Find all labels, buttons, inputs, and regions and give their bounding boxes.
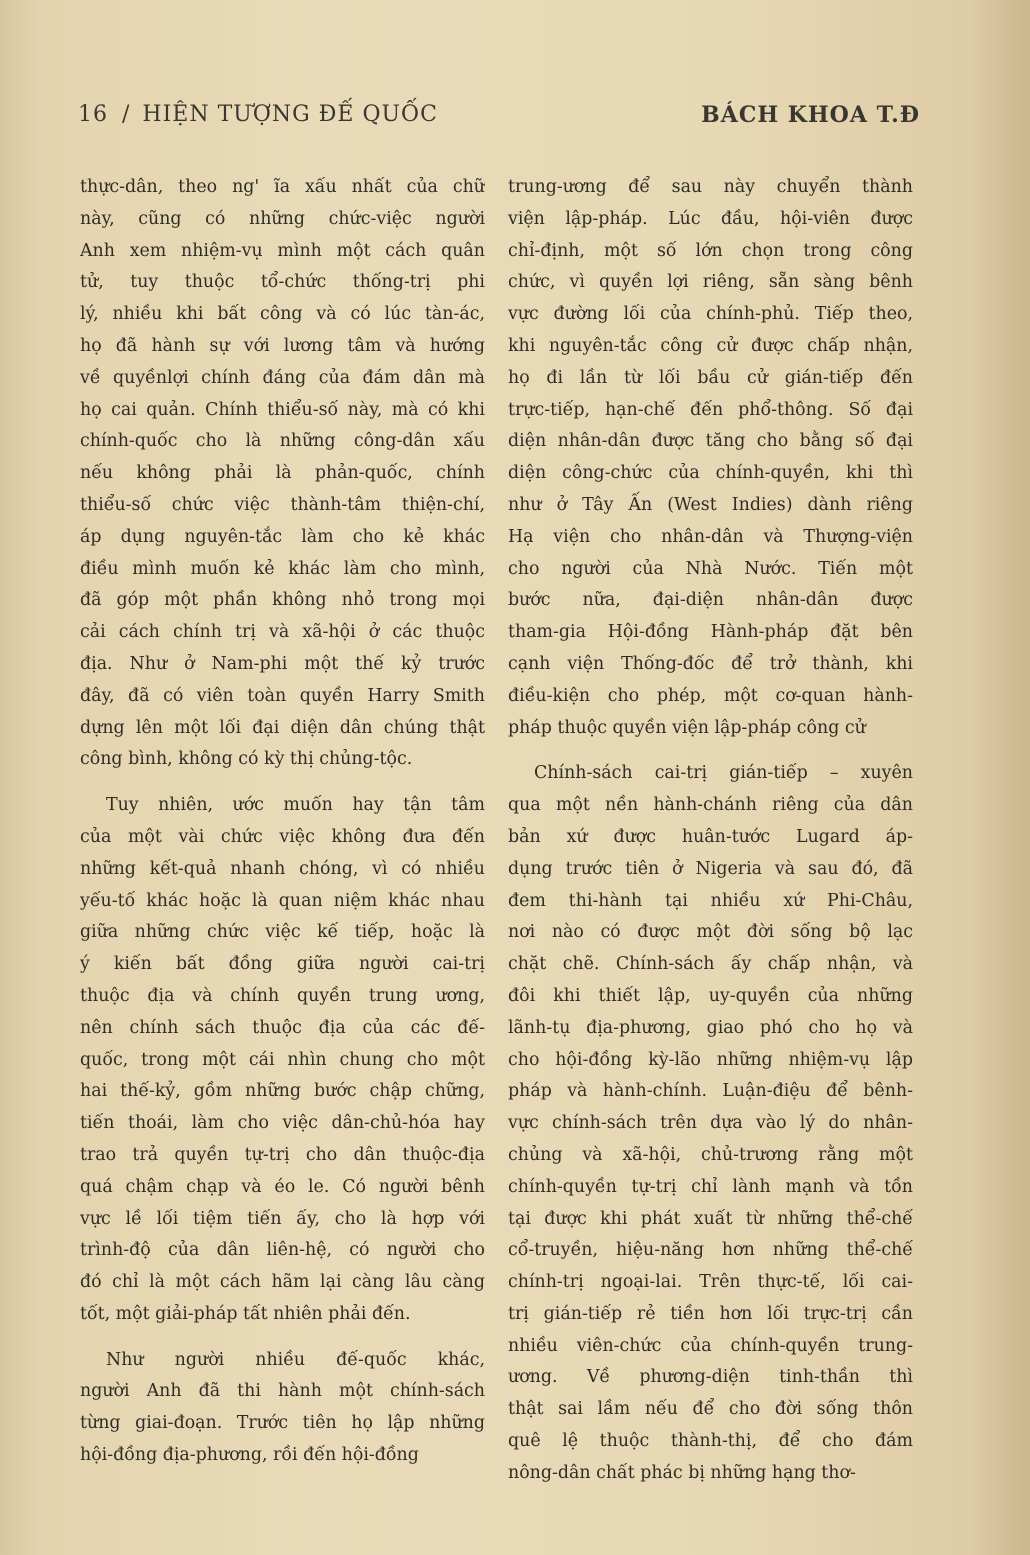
text-line: nơi nào có được một đời sống bộ lạc [508,922,913,943]
paragraph [80,790,485,1331]
text-line: thuộc địa và chính quyền trung ương, [80,985,485,1006]
text-line: chính-quốc cho là những công-dân xấu [80,431,485,452]
header-separator: / [122,102,131,127]
text-line: chặt chẽ. Chính-sách ấy chấp nhận, và [508,954,913,975]
text-line: cho người của Nhà Nước. Tiến một [508,558,913,579]
right-column [508,172,913,1490]
paper-stain-top-right [970,0,1030,1555]
header-left [78,102,438,127]
text-line: từng giai-đoạn. Trước tiên họ lập những [80,1413,485,1434]
text-line: dựng lên một lối đại diện dân chúng thật [80,717,485,738]
text-line: của một vài chức việc không đưa đến [80,826,485,847]
text-line: bước nữa, đại-diện nhân-dân được [508,590,913,611]
text-line: chủng và xã-hội, chủ-trương rằng một [508,1144,913,1165]
text-line: hội-đồng địa-phương, rồi đến hội-đồng [80,1445,419,1466]
text-line: bản xứ được huân-tước Lugard áp- [508,826,913,847]
text-line: khi nguyên-tắc công cử được chấp nhận, [508,335,913,356]
text-line: chính-trị ngoại-lai. Trên thực-tế, lối cai- [508,1272,913,1293]
paragraph [508,172,913,744]
text-line: cổ-truyền, hiệu-năng hơn những thể-chế [508,1240,913,1261]
text-line: pháp và hành-chính. Luận-điệu để bênh- [508,1081,913,1102]
text-line: yếu-tố khác hoặc là quan niệm khác nhau [80,890,485,911]
text-line: quốc, trong một cái nhìn chung cho một [80,1049,485,1070]
text-line: vực đường lối của chính-phủ. Tiếp theo, [508,304,913,325]
text-line: cạnh viện Thống-đốc để trở thành, khi [508,653,913,674]
text-line: tử, tuy thuộc tổ-chức thống-trị phi [80,272,485,293]
text-line: Chính-sách cai-trị gián-tiếp – xuyên [534,763,913,784]
text-line: viện lập-pháp. Lúc đầu, hội-viên được [508,208,913,229]
text-line: thực-dân, theo ng' ĩa xấu nhất của chữ [80,177,485,197]
text-line: Hạ viện cho nhân-dân và Thượng-viện [508,526,913,547]
text-line: thật sai lầm nếu để cho đời sống thôn [508,1399,913,1420]
text-line: qua một nền hành-chánh riêng của dân [508,795,913,816]
text-line: này, cũng có những chức-việc người [80,208,485,229]
paper-stain-left [0,0,40,1555]
text-line: họ đã hành sự với lương tâm và hướng [80,335,485,356]
text-line: ý kiến bất đồng giữa người cai-trị [80,954,485,975]
text-line: chỉ-định, một số lớn chọn trong công [508,240,913,261]
text-line: Như người nhiều đế-quốc khác, [106,1349,485,1370]
text-line: dụng trước tiên ở Nigeria và sau đó, đã [508,858,913,879]
text-line: trực-tiếp, hạn-chế đến phổ-thông. Số đại [508,399,913,420]
text-line: quê lệ thuộc thành-thị, để cho đám [508,1431,913,1452]
text-line: hai thế-kỷ, gồm những bước chập chững, [80,1081,485,1102]
text-line: lý, nhiều khi bất công và có lúc tàn-ác, [80,304,485,325]
page-header [78,102,920,142]
text-line: Tuy nhiên, ước muốn hay tận tâm [106,795,485,816]
text-line: tiến thoái, làm cho việc dân-chủ-hóa hay [80,1113,485,1134]
text-line: lãnh-tụ địa-phương, giao phó cho họ và [508,1017,913,1038]
text-line: họ đi lần từ lối bầu cử gián-tiếp đến [508,367,913,388]
text-line: nông-dân chất phác bị những hạng thơ- [508,1462,856,1483]
text-line: cho hội-đồng kỳ-lão những nhiệm-vụ lập [508,1049,913,1070]
text-line: diện công-chức của chính-quyền, khi thì [508,463,913,484]
text-line: họ cai quản. Chính thiểu-số này, mà có khi [80,399,485,420]
text-line: điều-kiện cho phép, một cơ-quan hành- [508,685,913,706]
text-line: đã góp một phần không nhỏ trong mọi [80,590,485,611]
text-line: người Anh đã thi hành một chính-sách [80,1381,485,1402]
text-line: nếu không phải là phản-quốc, chính [80,463,485,484]
text-line: trao trả quyền tự-trị cho dân thuộc-địa [80,1144,485,1165]
paragraph [80,1345,485,1472]
publication-name: BÁCH KHOA T.Đ [701,102,920,128]
text-line: pháp thuộc quyền viện lập-pháp công cử [508,717,866,738]
text-line: trị gián-tiếp rẻ tiền hơn lối trực-trị cần [508,1303,913,1324]
text-line: diện nhân-dân được tăng cho bằng số đại [508,431,913,452]
text-line: về quyềnlợi chính đáng của đám dân mà [80,367,485,388]
text-line: tại được khi phát xuất từ những thể-chế [508,1208,913,1229]
text-line: trung-ương để sau này chuyển thành [508,177,913,197]
text-line: chức, vì quyền lợi riêng, sẵn sàng bênh [508,272,913,293]
text-line: đây, đã có viên toàn quyền Harry Smith [80,685,485,706]
page-number: 16 [78,102,108,127]
text-line: thiểu-số chức việc thành-tâm thiện-chí, [80,494,485,515]
text-line: ương. Về phương-diện tinh-thần thì [508,1367,913,1388]
text-line: chính-quyền tự-trị chỉ lành mạnh và tồn [508,1176,913,1197]
text-line: đem thi-hành tại nhiều xứ Phi-Châu, [508,890,913,911]
section-title: HIỆN TƯỢNG ĐẾ QUỐC [142,102,438,127]
text-line: tốt, một giải-pháp tất nhiên phải đến. [80,1303,411,1324]
text-line: cải cách chính trị và xã-hội ở các thuộc [80,622,485,643]
text-line: địa. Như ở Nam-phi một thế kỷ trước [80,653,485,674]
text-line: tham-gia Hội-đồng Hành-pháp đặt bên [508,622,913,643]
text-line: vực lề lối tiệm tiến ấy, cho là hợp với [80,1208,485,1229]
text-line: nhiều viên-chức của chính-quyền trung- [508,1335,913,1356]
text-line: những kết-quả nhanh chóng, vì có nhiều [80,858,485,879]
text-line: điều mình muốn kẻ khác làm cho mình, [80,558,485,579]
text-line: giữa những chức việc kế tiếp, hoặc là [80,922,485,943]
text-line: như ở Tây Ấn (West Indies) dành riêng [508,494,913,515]
text-line: áp dụng nguyên-tắc làm cho kẻ khác [80,526,485,547]
text-line: công bình, không có kỳ thị chủng-tộc. [80,749,413,770]
text-line: Anh xem nhiệm-vụ mình một cách quân [80,240,485,261]
text-line: đó chỉ là một cách hãm lại càng lâu càng [80,1272,485,1293]
paragraph [80,172,485,776]
left-column [80,172,485,1472]
text-line: vực chính-sách trên dựa vào lý do nhân- [508,1113,913,1134]
text-line: trình-độ của dân liên-hệ, có người cho [80,1240,485,1261]
paragraph [508,758,913,1489]
text-line: quá chậm chạp và éo le. Có người bênh [80,1176,485,1197]
text-line: nên chính sách thuộc địa của các đế- [80,1017,485,1038]
text-line: đôi khi thiết lập, uy-quyền của những [508,985,913,1006]
